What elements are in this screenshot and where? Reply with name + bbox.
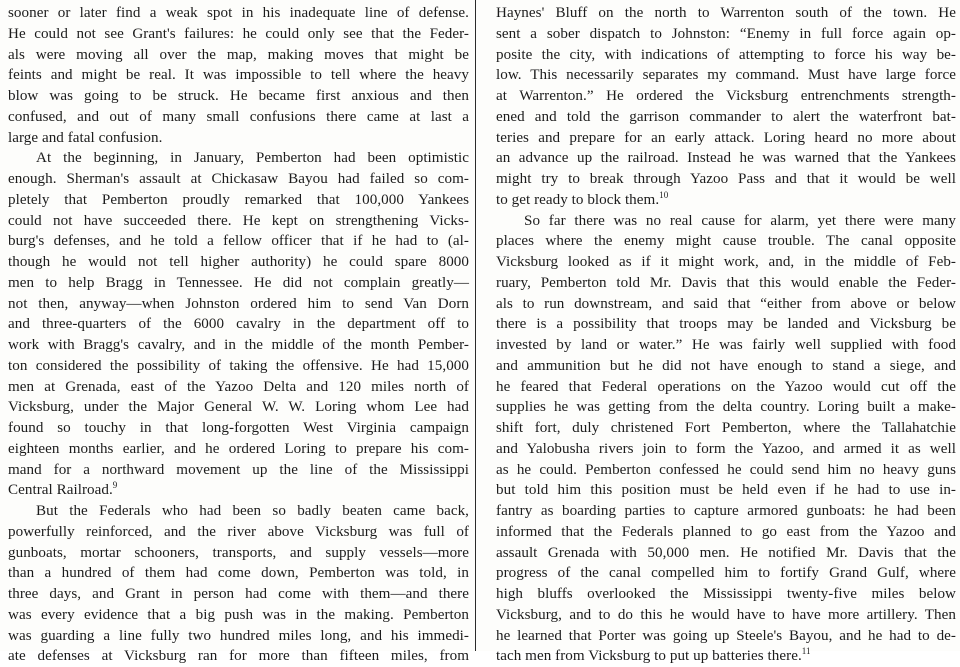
line-text: als to run downstream, and said that “either from above or below xyxy=(496,296,956,312)
line-text: mand for a northward movement up the line of the Mississippi xyxy=(8,462,469,478)
text-line xyxy=(8,439,469,460)
text-line xyxy=(8,107,469,128)
line-text: burg's defenses, and he told a fellow officer that if he had to (al- xyxy=(8,233,469,249)
text-line xyxy=(8,397,469,418)
text-line xyxy=(8,460,469,481)
line-text: ruary, Pemberton told Mr. Davis that this would enable the Feder- xyxy=(496,275,956,291)
text-line xyxy=(496,252,956,273)
text-line xyxy=(8,231,469,252)
paragraph xyxy=(496,3,956,211)
text-line xyxy=(496,190,956,211)
line-text: an advance up the railroad. Instead he was warned that the Yankees xyxy=(496,150,956,166)
text-line xyxy=(8,148,469,169)
text-line xyxy=(8,294,469,315)
text-line xyxy=(8,169,469,190)
right-text-column xyxy=(481,0,960,651)
line-text: high bluffs overlooked the Mississippi twenty-five miles below xyxy=(496,586,956,602)
footnote-marker: 11 xyxy=(802,646,811,656)
text-line xyxy=(8,128,469,149)
text-line xyxy=(8,252,469,273)
line-text: sent a sober dispatch to Johnston: “Enemy in full force again op- xyxy=(496,26,956,42)
text-line xyxy=(496,45,956,66)
text-line xyxy=(496,522,956,543)
line-text: three days, and Grant in person had come with them—and there xyxy=(8,586,469,602)
footnote-marker: 9 xyxy=(113,480,118,490)
text-line xyxy=(496,24,956,45)
text-line xyxy=(8,211,469,232)
text-line xyxy=(496,397,956,418)
text-line xyxy=(496,169,956,190)
line-text: assault Grenada with 50,000 men. He notified Mr. Davis that the xyxy=(496,545,956,561)
line-text: ton considered the possibility of taking the offensive. He had 15,000 xyxy=(8,358,469,374)
text-line xyxy=(8,605,469,626)
line-text: powerfully reinforced, and the river above Vicksburg was full of xyxy=(8,524,469,540)
line-text: than a hundred of them had come down, Pemberton was told, in xyxy=(8,565,469,581)
text-line xyxy=(496,107,956,128)
text-line xyxy=(8,65,469,86)
line-text: ate defenses at Vicksburg ran for more than fifteen miles, from xyxy=(8,648,469,664)
line-text: places where the enemy might cause trouble. The canal opposite xyxy=(496,233,956,249)
line-text: feints and might be real. It was impossible to tell where the heavy xyxy=(8,67,469,83)
text-line xyxy=(8,543,469,564)
paragraph xyxy=(8,501,469,667)
paragraph xyxy=(8,148,469,501)
line-text: there is a possibility that troops may be landed and Vicksburg be xyxy=(496,316,956,332)
text-line xyxy=(496,294,956,315)
line-text: He could not see Grant's failures: he could only see that the Feder- xyxy=(8,26,469,42)
line-text: eighteen months earlier, and he ordered Loring to prepare his com- xyxy=(8,441,469,457)
line-text: So far there was no real cause for alarm, yet there were many xyxy=(524,213,956,229)
line-text: sooner or later find a weak spot in his inadequate line of defense. xyxy=(8,5,469,21)
text-line xyxy=(8,24,469,45)
line-text: At the beginning, in January, Pemberton had been optimistic xyxy=(36,150,469,166)
text-line xyxy=(496,605,956,626)
text-line xyxy=(496,86,956,107)
text-line xyxy=(496,501,956,522)
text-line xyxy=(8,273,469,294)
line-text: Vicksburg, under the Major General W. W. Loring whom Lee had xyxy=(8,399,469,415)
line-text: large and fatal confusion. xyxy=(8,130,162,146)
line-text: found so touchy in that long-forgotten West Virginia campaign xyxy=(8,420,469,436)
line-text: men to help Bragg in Tennessee. He did not complain greatly— xyxy=(8,275,469,291)
text-line xyxy=(8,190,469,211)
left-text-column xyxy=(0,0,476,651)
line-text: and Yalobusha rivers join to form the Yazoo, and armed it as well xyxy=(496,441,956,457)
line-text: low. This necessarily separates my command. Must have large force xyxy=(496,67,956,83)
line-text: Central Railroad. xyxy=(8,482,113,498)
line-text: invested by land or water.” He was fairly well supplied with food xyxy=(496,337,956,353)
text-line xyxy=(496,3,956,24)
line-text: shift fort, duly christened Fort Pemberton, where the Tallahatchie xyxy=(496,420,956,436)
text-line xyxy=(8,584,469,605)
text-line xyxy=(8,86,469,107)
text-line xyxy=(496,439,956,460)
line-text: ened and told the garrison commander to alert the waterfront bat- xyxy=(496,109,956,125)
text-line xyxy=(496,377,956,398)
text-line xyxy=(8,418,469,439)
text-line xyxy=(496,148,956,169)
text-line xyxy=(496,231,956,252)
line-text: enough. Sherman's assault at Chickasaw Bayou had failed so com- xyxy=(8,171,469,187)
text-line xyxy=(496,335,956,356)
text-line xyxy=(496,480,956,501)
text-line xyxy=(496,356,956,377)
text-line xyxy=(496,460,956,481)
line-text: posite the city, with indications of attempting to force his way be- xyxy=(496,47,956,63)
text-line xyxy=(8,3,469,24)
text-line xyxy=(496,314,956,335)
paragraph xyxy=(8,3,469,148)
text-line xyxy=(8,377,469,398)
text-line xyxy=(496,543,956,564)
paragraph xyxy=(496,211,956,667)
footnote-marker: 10 xyxy=(659,190,668,200)
line-text: was every evidence that a big push was in the making. Pemberton xyxy=(8,607,469,623)
text-line xyxy=(496,584,956,605)
text-line xyxy=(496,646,956,667)
text-line xyxy=(8,480,469,501)
text-line xyxy=(8,522,469,543)
line-text: might try to break through Yazoo Pass and that it would be well xyxy=(496,171,956,187)
line-text: Vicksburg, and to do this he would have to have more artillery. Then xyxy=(496,607,956,623)
line-text: as he could. Pemberton confessed he could send him no heavy guns xyxy=(496,462,956,478)
text-line xyxy=(496,211,956,232)
line-text: work with Bragg's cavalry, and in the middle of the month Pember- xyxy=(8,337,469,353)
line-text: Vicksburg looked as if it might work, and, in the middle of Feb- xyxy=(496,254,956,270)
line-text: he feared that Federal operations on the Yazoo would cut off the xyxy=(496,379,956,395)
text-line xyxy=(8,646,469,667)
text-line xyxy=(496,128,956,149)
line-text: at Warrenton.” He ordered the Vicksburg entrenchments strength- xyxy=(496,88,956,104)
line-text: confused, and out of many small confusions there came at last a xyxy=(8,109,469,125)
line-text: though he would not tell higher authority) he could spare 8000 xyxy=(8,254,469,270)
line-text: teries and prepare for an early attack. Loring heard no more about xyxy=(496,130,956,146)
line-text: pletely that Pemberton proudly remarked that 100,000 Yankees xyxy=(8,192,469,208)
line-text: tach men from Vicksburg to put up batteries there. xyxy=(496,648,802,664)
text-line xyxy=(496,563,956,584)
line-text: not then, anyway—when Johnston ordered him to send Van Dorn xyxy=(8,296,469,312)
line-text: fantry as boarding parties to capture armored gunboats: he had been xyxy=(496,503,956,519)
text-line xyxy=(8,501,469,522)
line-text: als were moving all over the map, making moves that might be xyxy=(8,47,469,63)
line-text: and three-quarters of the 6000 cavalry in the department off to xyxy=(8,316,469,332)
text-line xyxy=(496,626,956,647)
line-text: but told him this position must be held even if he had to use in- xyxy=(496,482,956,498)
text-line xyxy=(496,273,956,294)
line-text: he learned that Porter was going up Steele's Bayou, and he had to de- xyxy=(496,628,956,644)
line-text: blow was going to be struck. He became first anxious and then xyxy=(8,88,469,104)
line-text: men at Grenada, east of the Yazoo Delta and 120 miles north of xyxy=(8,379,469,395)
text-line xyxy=(496,418,956,439)
line-text: But the Federals who had been so badly beaten came back, xyxy=(36,503,469,519)
line-text: Haynes' Bluff on the north to Warrenton south of the town. He xyxy=(496,5,956,21)
line-text: progress of the canal compelled him to fortify Grand Gulf, where xyxy=(496,565,956,581)
text-line xyxy=(8,356,469,377)
text-line xyxy=(8,45,469,66)
line-text: was guarding a line fully two hundred miles long, and his immedi- xyxy=(8,628,469,644)
text-line xyxy=(8,314,469,335)
line-text: supplies he was getting from the delta country. Loring built a make- xyxy=(496,399,956,415)
line-text: to get ready to block them. xyxy=(496,192,659,208)
text-line xyxy=(8,335,469,356)
line-text: informed that the Federals planned to go east from the Yazoo and xyxy=(496,524,956,540)
line-text: gunboats, mortar schooners, transports, and supply vessels—more xyxy=(8,545,469,561)
text-line xyxy=(8,626,469,647)
line-text: could not have succeeded there. He kept on strengthening Vicks- xyxy=(8,213,469,229)
line-text: and ammunition but he did not have enough to stand a siege, and xyxy=(496,358,956,374)
text-line xyxy=(496,65,956,86)
text-line xyxy=(8,563,469,584)
